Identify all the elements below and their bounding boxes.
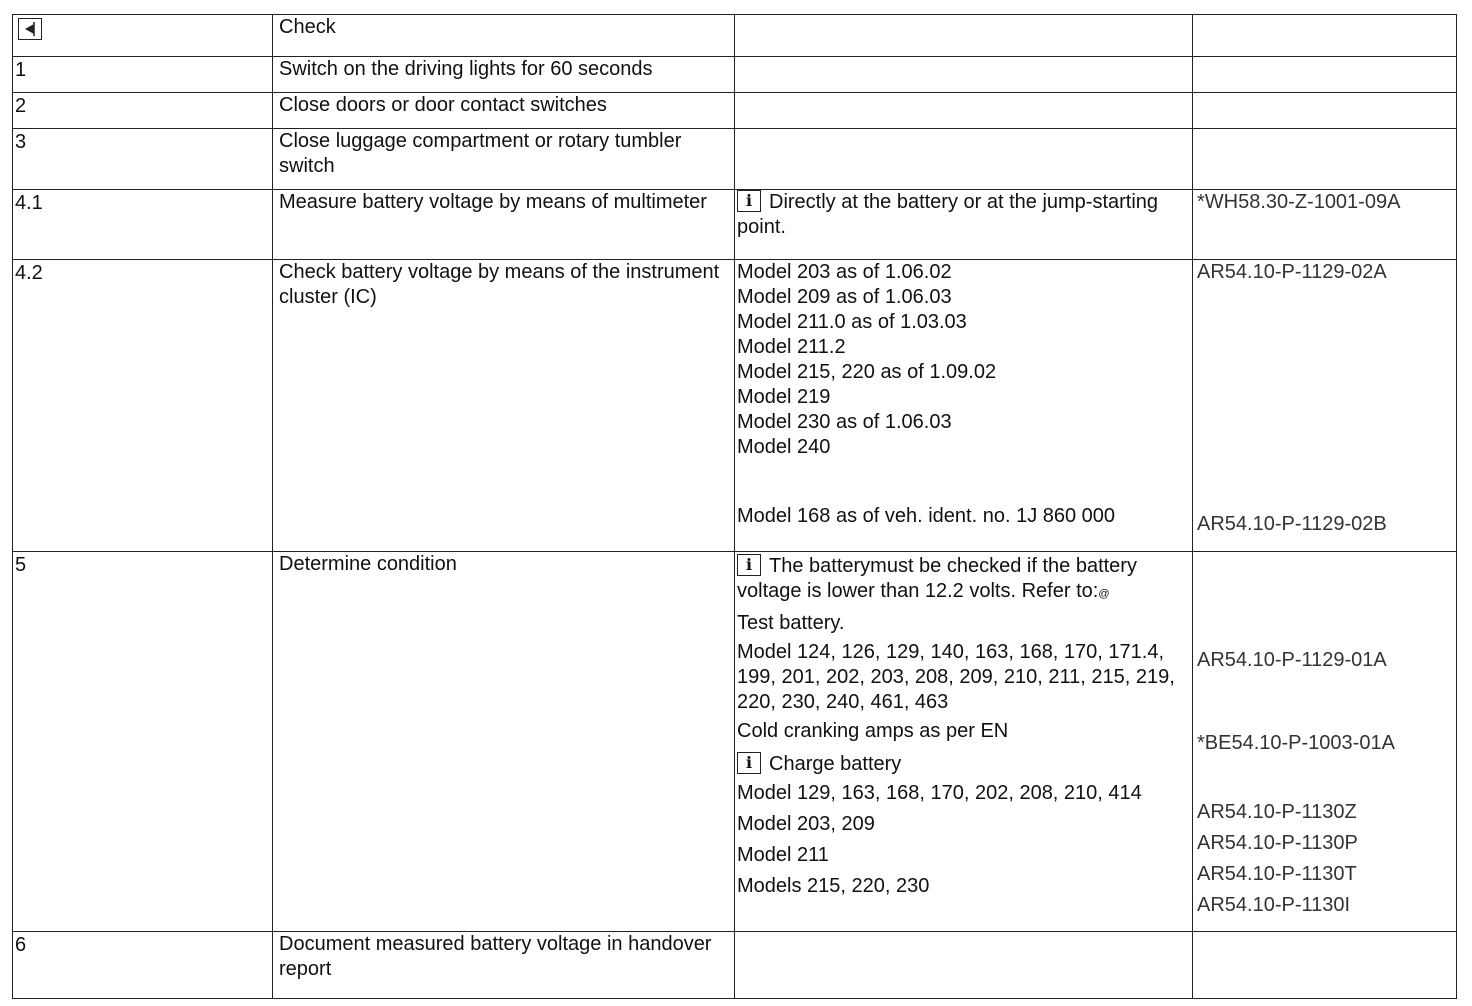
reference-link[interactable]: AR54.10-P-1129-02A — [1197, 261, 1387, 283]
step-description: Measure battery voltage by means of multimeter — [273, 190, 735, 260]
model-168-line: Model 168 as of veh. ident. no. 1J 860 000 — [737, 505, 1116, 527]
charge-battery-label: Charge battery — [769, 753, 902, 775]
note-cell — [735, 190, 1193, 260]
check-heading: Check — [273, 15, 735, 57]
reference-link[interactable]: AR54.10-P-1130I — [1197, 894, 1351, 916]
step-description: Check battery voltage by means of the instrument cluster (IC) — [273, 260, 735, 552]
table-row — [13, 190, 1457, 260]
models-cell — [735, 260, 1193, 552]
charge-model-line: Models 215, 220, 230 — [737, 875, 930, 897]
reference-link[interactable]: AR54.10-P-1130Z — [1197, 801, 1357, 823]
step-number: 6 — [13, 932, 273, 999]
step-number: 4.2 — [13, 260, 273, 552]
info-icon: i — [737, 554, 761, 576]
header-row — [13, 15, 1457, 57]
model-line: Model 240 — [737, 436, 831, 458]
table-row — [13, 129, 1457, 190]
charge-model-line: Model 211 — [737, 844, 829, 866]
model-line: Model 211.0 as of 1.03.03 — [737, 311, 967, 333]
step-number: 1 — [13, 57, 273, 93]
test-battery-label: Test battery. — [737, 612, 845, 634]
charge-model-line: Model 203, 209 — [737, 813, 875, 835]
table-row — [13, 57, 1457, 93]
step-description: Document measured battery voltage in handover report — [273, 932, 735, 999]
reference-link[interactable]: AR54.10-P-1130P — [1197, 832, 1358, 854]
reference-link[interactable]: AR54.10-P-1129-01A — [1197, 649, 1387, 671]
info-icon: i — [737, 190, 761, 212]
model-line: Model 219 — [737, 386, 831, 408]
info-icon: i — [737, 752, 761, 774]
model-line: Model 211.2 — [737, 336, 846, 358]
link-at-icon[interactable]: @ — [1098, 588, 1110, 600]
step-number: 4.1 — [13, 190, 273, 260]
model-line: Model 230 as of 1.06.03 — [737, 411, 952, 433]
step-description: Close luggage compartment or rotary tumbler switch — [273, 129, 735, 190]
step-description: Determine condition — [273, 552, 735, 932]
step-description: Switch on the driving lights for 60 seconds — [273, 57, 735, 93]
step-number: 5 — [13, 552, 273, 932]
model-line: Model 209 as of 1.06.03 — [737, 286, 952, 308]
step-number: 3 — [13, 129, 273, 190]
table-row — [13, 93, 1457, 129]
cca-text: Cold cranking amps as per EN — [737, 720, 1009, 742]
table-row — [13, 932, 1457, 999]
step-description: Close doors or door contact switches — [273, 93, 735, 129]
model-line: Model 215, 220 as of 1.09.02 — [737, 361, 997, 383]
reference-link[interactable]: AR54.10-P-1129-02B — [1197, 513, 1387, 535]
note-text: Directly at the battery or at the jump-starting point. — [737, 191, 1159, 238]
step-number: 2 — [13, 93, 273, 129]
reference-link[interactable]: *WH58.30-Z-1001-09A — [1193, 190, 1457, 260]
model-line: Model 203 as of 1.06.02 — [737, 261, 952, 283]
table-row — [13, 552, 1457, 932]
table-row — [13, 260, 1457, 552]
reference-link[interactable]: *BE54.10-P-1003-01A — [1197, 732, 1395, 754]
condition-notes-cell — [735, 552, 1193, 932]
test-models-text: Model 124, 126, 129, 140, 163, 168, 170, 171.4, 199, 201, 202, 203, 208, 209, 210, 211, 215, 219, 220, 230, 240, 461, 463 — [737, 641, 1175, 713]
charge-model-line: Model 129, 163, 168, 170, 202, 208, 210, 414 — [737, 782, 1142, 804]
note-text: The batterymust be checked if the battery voltage is lower than 12.2 volts. Refer to: — [737, 555, 1137, 602]
back-arrow-icon[interactable] — [18, 18, 42, 40]
reference-link[interactable]: AR54.10-P-1130T — [1197, 863, 1357, 885]
procedure-table — [12, 14, 1457, 999]
